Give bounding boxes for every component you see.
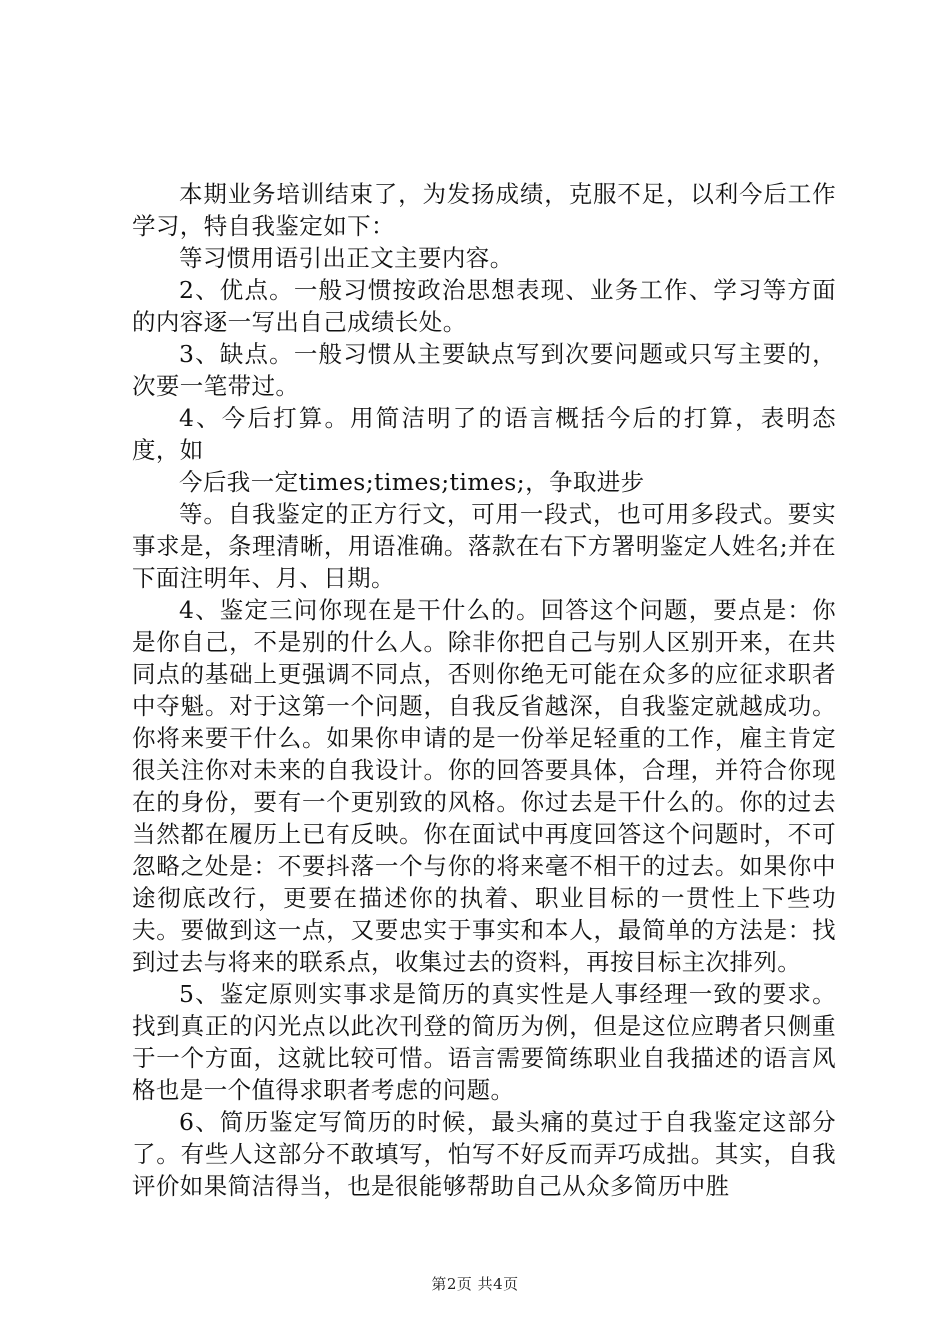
paragraph-format-notes: 等。自我鉴定的正方行文，可用一段式，也可用多段式。要实事求是，条理清晰，用语准确。落款在右下方署明鉴定人姓名;并在下面注明年、月、日期。 [132,500,836,592]
paragraph-principles: 5、鉴定原则实事求是简历的真实性是人事经理一致的要求。找到真正的闪光点以此次刊登的简历为例，但是这位应聘者只侧重于一个方面，这就比较可惜。语言需要简练职业自我描述的语言风格也是一个值得求职者考虑的问题。 [132,980,836,1104]
paragraph-intro-usage: 等习惯用语引出正文主要内容。 [179,244,514,272]
paragraph-resume-evaluation: 6、简历鉴定写简历的时候，最头痛的莫过于自我鉴定这部分了。有些人这部分不敢填写，怕写不好反而弄巧成拙。其实，自我评价如果简洁得当，也是很能够帮助自己从众多简历中胜 [132,1108,836,1200]
page-number-footer: 第2页 共4页 [431,1275,519,1293]
paragraph-three-questions: 4、鉴定三问你现在是干什么的。回答这个问题，要点是：你是你自己，不是别的什么人。除非你把自己与别人区别开来，在共同点的基础上更强调不同点，否则你绝无可能在众多的应征求职者中夺魁。对于这第一个问题，自我反省越深，自我鉴定就越成功。你将来要干什么。如果你申请的是一份举足轻重的工作，雇主肯定很关注你对未来的自我设计。你的回答要具体，合理，并符合你现在的身份，要有一个更别致的风格。你过去是干什么的。你的过去当然都在履历上已有反映。你在面试中再度回答这个问题时，不可忽略之处是：不要抖落一个与你的将来毫不相干的过去。如果你中途彻底改行，更要在描述你的执着、职业目标的一贯性上下些功夫。要做到这一点，又要忠实于事实和本人，最简单的方法是：找到过去与将来的联系点，收集过去的资料，再按目标主次排列。 [132,596,836,976]
paragraph-strengths: 2、优点。一般习惯按政治思想表现、业务工作、学习等方面的内容逐一写出自己成绩长处。 [132,276,836,336]
paragraph-example-phrase: 今后我一定times;times;times;，争取进步 [179,468,645,496]
paragraph-future-plans: 4、今后打算。用简洁明了的语言概括今后的打算，表明态度，如 [132,404,836,464]
paragraph-weaknesses: 3、缺点。一般习惯从主要缺点写到次要问题或只写主要的，次要一笔带过。 [132,340,836,400]
document-body [132,178,836,1202]
paragraph-opening: 本期业务培训结束了，为发扬成绩，克服不足，以利今后工作学习，特自我鉴定如下： [132,180,836,240]
